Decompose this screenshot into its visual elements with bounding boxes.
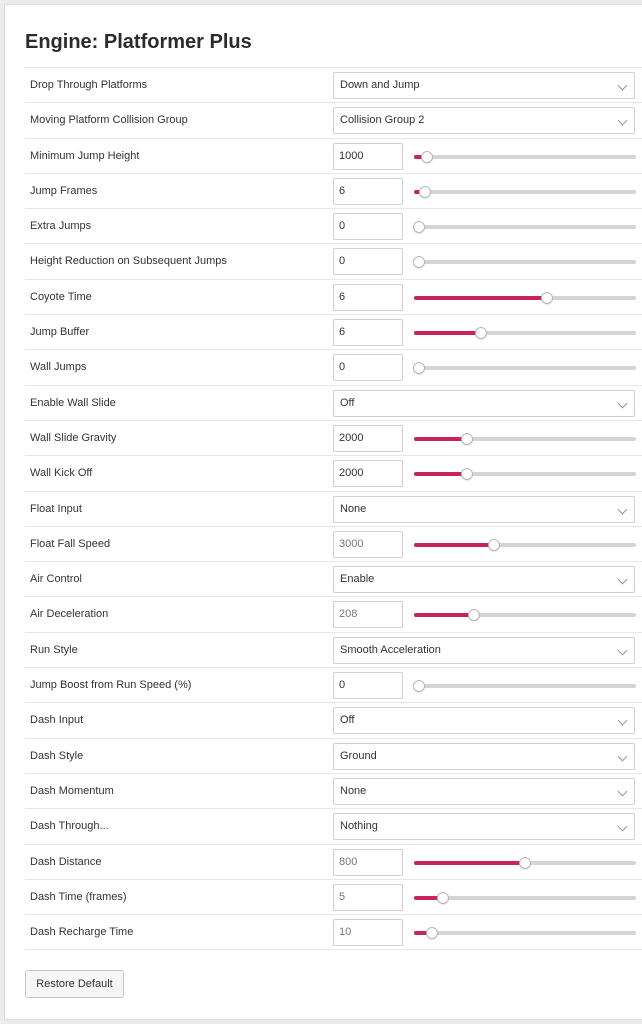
coyote-time-slider[interactable]	[414, 292, 636, 304]
slider-fill	[414, 543, 494, 547]
setting-row-float-fall-speed	[25, 527, 642, 562]
setting-label: Enable Wall Slide	[30, 396, 116, 409]
setting-row-dash-distance	[25, 845, 642, 880]
dropdown-value: Off	[340, 714, 355, 727]
setting-label: Height Reduction on Subsequent Jumps	[30, 255, 227, 268]
slider-thumb[interactable]	[413, 362, 425, 374]
setting-label: Dash Distance	[30, 855, 102, 868]
slider-thumb[interactable]	[413, 221, 425, 233]
slider-thumb[interactable]	[519, 857, 531, 869]
slider-fill	[414, 861, 525, 865]
chevron-down-icon	[618, 575, 628, 585]
dropdown-value: Ground	[340, 749, 377, 762]
float-input-dropdown[interactable]	[333, 496, 635, 523]
air-deceleration-number-input[interactable]: 208	[333, 601, 403, 628]
restore-default-button[interactable]: Restore Default	[25, 970, 124, 998]
setting-label: Dash Style	[30, 749, 84, 762]
dash-momentum-dropdown[interactable]	[333, 778, 635, 805]
slider-thumb[interactable]	[421, 151, 433, 163]
setting-row-height-reduction-on-subsequent-jumps	[25, 244, 642, 279]
chevron-down-icon	[618, 716, 628, 726]
jump-boost-from-run-speed-number-input[interactable]: 0	[333, 672, 403, 699]
setting-label: Wall Slide Gravity	[30, 431, 117, 444]
extra-jumps-number-input[interactable]: 0	[333, 213, 403, 240]
drop-through-platforms-dropdown[interactable]	[333, 72, 635, 99]
setting-row-dash-time-frames	[25, 880, 642, 915]
setting-label: Dash Momentum	[30, 784, 114, 797]
setting-row-drop-through-platforms	[25, 68, 642, 103]
dropdown-value: Down and Jump	[340, 79, 420, 91]
dash-input-dropdown[interactable]	[333, 707, 635, 734]
slider-track	[414, 931, 636, 935]
slider-track	[414, 155, 636, 159]
setting-label: Drop Through Platforms	[30, 79, 148, 91]
minimum-jump-height-slider[interactable]	[414, 151, 636, 163]
setting-row-wall-slide-gravity	[25, 421, 642, 456]
setting-row-dash-input	[25, 703, 642, 738]
wall-jumps-number-input[interactable]: 0	[333, 354, 403, 381]
float-fall-speed-number-input[interactable]: 3000	[333, 531, 403, 558]
chevron-down-icon	[618, 645, 628, 655]
slider-thumb[interactable]	[419, 186, 431, 198]
slider-thumb[interactable]	[437, 892, 449, 904]
setting-label: Dash Through...	[30, 820, 109, 833]
slider-track	[414, 225, 636, 229]
chevron-down-icon	[618, 116, 628, 126]
setting-label: Wall Jumps	[30, 361, 87, 374]
dash-style-dropdown[interactable]	[333, 743, 635, 770]
coyote-time-number-input[interactable]: 6	[333, 284, 403, 311]
wall-kick-off-number-input[interactable]: 2000	[333, 460, 403, 487]
slider-thumb[interactable]	[426, 927, 438, 939]
dropdown-value: None	[340, 502, 367, 515]
dash-time-frames-number-input[interactable]: 5	[333, 884, 403, 911]
setting-label: Jump Frames	[30, 184, 98, 197]
jump-buffer-number-input[interactable]: 6	[333, 319, 403, 346]
dropdown-value: Enable	[340, 573, 375, 586]
page-title: Engine: Platformer Plus	[25, 31, 252, 53]
setting-row-extra-jumps	[25, 209, 642, 244]
slider-fill	[414, 331, 481, 335]
jump-frames-number-input[interactable]: 6	[333, 178, 403, 205]
slider-fill	[414, 437, 467, 441]
settings-list	[25, 67, 642, 950]
setting-row-air-control	[25, 562, 642, 597]
setting-label: Air Deceleration	[30, 608, 109, 621]
slider-track	[414, 366, 636, 370]
slider-thumb[interactable]	[541, 292, 553, 304]
jump-buffer-slider[interactable]	[414, 327, 636, 339]
slider-thumb[interactable]	[461, 468, 473, 480]
dash-time-frames-slider[interactable]	[414, 892, 636, 904]
dash-through-dropdown[interactable]	[333, 813, 635, 840]
enable-wall-slide-dropdown[interactable]	[333, 390, 635, 417]
minimum-jump-height-number-input[interactable]: 1000	[333, 143, 403, 170]
dash-distance-number-input[interactable]: 800	[333, 849, 403, 876]
setting-row-jump-boost-from-run-speed	[25, 668, 642, 703]
dash-distance-slider[interactable]	[414, 857, 636, 869]
setting-label: Dash Recharge Time	[30, 926, 134, 939]
setting-label: Wall Kick Off	[30, 467, 93, 480]
slider-track	[414, 190, 636, 194]
air-control-dropdown[interactable]	[333, 566, 635, 593]
chevron-down-icon	[618, 81, 628, 91]
setting-label: Float Input	[30, 502, 82, 515]
setting-row-dash-momentum	[25, 774, 642, 809]
slider-thumb[interactable]	[413, 256, 425, 268]
setting-row-run-style	[25, 633, 642, 668]
slider-fill	[414, 613, 474, 617]
dropdown-value: Off	[340, 396, 355, 409]
setting-label: Extra Jumps	[30, 220, 92, 233]
slider-track	[414, 260, 636, 264]
engine-settings-panel	[4, 4, 642, 1020]
setting-row-wall-kick-off	[25, 456, 642, 491]
dash-recharge-time-number-input[interactable]: 10	[333, 919, 403, 946]
height-reduction-on-subsequent-jumps-slider[interactable]	[414, 256, 636, 268]
setting-row-enable-wall-slide	[25, 386, 642, 421]
run-style-dropdown[interactable]	[333, 637, 635, 664]
setting-label: Float Fall Speed	[30, 537, 111, 550]
setting-row-dash-recharge-time	[25, 915, 642, 950]
setting-row-coyote-time	[25, 280, 642, 315]
setting-label: Jump Boost from Run Speed (%)	[30, 679, 192, 692]
setting-row-jump-frames	[25, 174, 642, 209]
setting-label: Minimum Jump Height	[30, 149, 140, 162]
dropdown-value: None	[340, 784, 367, 797]
setting-label: Coyote Time	[30, 290, 92, 303]
setting-row-jump-buffer	[25, 315, 642, 350]
chevron-down-icon	[618, 398, 628, 408]
jump-boost-from-run-speed-slider[interactable]	[414, 680, 636, 692]
setting-label: Air Control	[30, 573, 82, 586]
wall-jumps-slider[interactable]	[414, 362, 636, 374]
slider-thumb[interactable]	[413, 680, 425, 692]
setting-label: Jump Buffer	[30, 326, 90, 339]
setting-label: Run Style	[30, 643, 78, 656]
setting-label: Moving Platform Collision Group	[30, 114, 188, 127]
slider-thumb[interactable]	[468, 609, 480, 621]
setting-row-air-deceleration	[25, 597, 642, 632]
setting-row-moving-platform-collision-group	[25, 103, 642, 138]
slider-thumb[interactable]	[461, 433, 473, 445]
chevron-down-icon	[618, 751, 628, 761]
extra-jumps-slider[interactable]	[414, 221, 636, 233]
jump-frames-slider[interactable]	[414, 186, 636, 198]
slider-thumb[interactable]	[488, 539, 500, 551]
slider-fill	[414, 296, 547, 300]
wall-slide-gravity-slider[interactable]	[414, 433, 636, 445]
slider-track	[414, 684, 636, 688]
dropdown-value: Smooth Acceleration	[340, 643, 441, 656]
chevron-down-icon	[618, 786, 628, 796]
chevron-down-icon	[618, 822, 628, 832]
float-fall-speed-slider[interactable]	[414, 539, 636, 551]
slider-fill	[414, 472, 467, 476]
dash-recharge-time-slider[interactable]	[414, 927, 636, 939]
chevron-down-icon	[618, 504, 628, 514]
air-deceleration-slider[interactable]	[414, 609, 636, 621]
setting-label: Dash Time (frames)	[30, 890, 127, 903]
setting-row-float-input	[25, 492, 642, 527]
slider-thumb[interactable]	[475, 327, 487, 339]
dropdown-value: Nothing	[340, 820, 378, 833]
setting-row-dash-through	[25, 809, 642, 844]
setting-row-dash-style	[25, 739, 642, 774]
setting-label: Dash Input	[30, 714, 84, 727]
dropdown-value: Collision Group 2	[340, 114, 425, 127]
setting-row-minimum-jump-height	[25, 139, 642, 174]
height-reduction-on-subsequent-jumps-number-input[interactable]: 0	[333, 248, 403, 275]
wall-slide-gravity-number-input[interactable]: 2000	[333, 425, 403, 452]
moving-platform-collision-group-dropdown[interactable]	[333, 107, 635, 134]
wall-kick-off-slider[interactable]	[414, 468, 636, 480]
setting-row-wall-jumps	[25, 350, 642, 385]
